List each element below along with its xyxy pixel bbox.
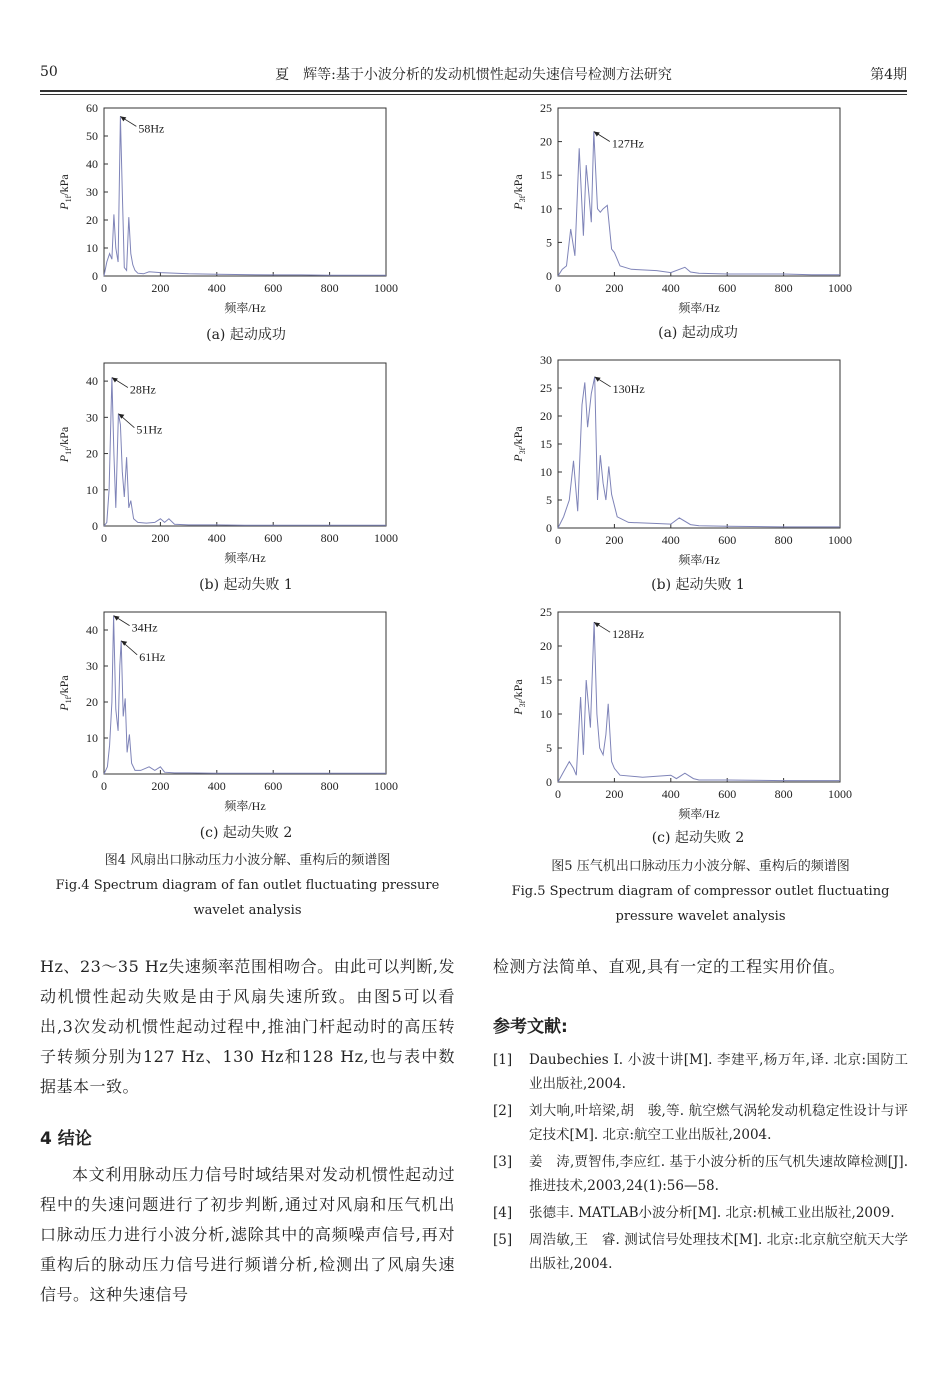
y-label-unit: /kPa	[57, 174, 71, 196]
x-tick-label: 0	[101, 281, 107, 295]
spectrum-svg	[500, 352, 870, 572]
running-title: 夏 辉等:基于小波分析的发动机惯性起动失速信号检测方法研究	[275, 67, 672, 83]
right-paragraph-1	[493, 952, 908, 982]
fig5-caption-en-2: pressure wavelet analysis	[615, 909, 786, 924]
y-tick-label: 10	[86, 482, 98, 497]
annotation-arrowhead	[594, 622, 600, 627]
y-label-subscript: 1f	[64, 448, 73, 455]
x-tick-label: 600	[264, 531, 283, 545]
fig4-caption-en-1: Fig.4 Spectrum diagram of fan outlet fluctuating pressure	[55, 878, 440, 893]
y-axis-label	[57, 675, 73, 712]
reference-number: [3]	[493, 1154, 513, 1170]
y-label-subscript: 1f	[64, 195, 73, 203]
paragraph: Hz、23～35 Hz失速频率范围相吻合。由此可以判断,发动机惯性起动失败是由于风扇失速所致。由图5可以看出,3次发动机惯性起动过程中,推油门杆起动时的高压转子转频分别为127 Hz、130 Hz和128 Hz,也与表中数据基本一致。	[40, 957, 455, 1096]
reference-item	[493, 1228, 908, 1276]
y-label-symbol: P	[511, 707, 525, 715]
x-tick-label: 200	[605, 281, 624, 295]
spectrum-line	[104, 378, 386, 527]
peak-annotation: 130Hz	[612, 381, 645, 396]
spectrum-line	[558, 377, 840, 528]
fig5-caption-cn: 图5 压气机出口脉动压力小波分解、重构后的频谱图	[551, 859, 850, 874]
x-axis-label: 频率/Hz	[678, 301, 720, 315]
y-label-symbol: P	[511, 202, 525, 210]
chart-axes	[511, 605, 852, 821]
fig4a-subcaption: (a) 起动成功	[206, 327, 286, 343]
y-tick-label: 20	[540, 639, 552, 653]
annotation-arrowhead	[114, 616, 120, 621]
x-tick-label: 200	[605, 533, 624, 547]
x-tick-label: 0	[555, 787, 561, 801]
x-tick-label: 600	[264, 779, 283, 793]
x-axis-label: 频率/Hz	[678, 553, 720, 567]
x-tick-label: 600	[718, 787, 737, 801]
y-label-symbol: P	[57, 202, 71, 210]
y-tick-label: 0	[546, 269, 552, 283]
y-tick-label: 25	[540, 381, 552, 395]
reference-text: 张德丰. MATLAB小波分析[M]. 北京:机械工业出版社,2009.	[529, 1205, 895, 1221]
reference-number: [2]	[493, 1103, 513, 1119]
y-tick-label: 30	[86, 410, 98, 425]
plot-frame	[558, 612, 840, 782]
annotation-arrowhead	[112, 377, 118, 382]
reference-text: Daubechies I. 小波十讲[M]. 李建平,杨万年,译. 北京:国防工业出版社,2004.	[529, 1052, 908, 1092]
reference-text: 刘大响,叶培梁,胡 骏,等. 航空燃气涡轮发动机稳定性设计与评定技术[M]. 北京:航空工业出版社,2004.	[529, 1103, 908, 1143]
left-paragraph-1	[40, 952, 455, 1102]
reference-number: [1]	[493, 1052, 513, 1068]
y-tick-label: 30	[540, 353, 552, 367]
y-tick-label: 5	[546, 235, 552, 250]
y-tick-label: 20	[86, 446, 98, 461]
y-tick-label: 15	[540, 437, 552, 451]
x-tick-label: 1000	[828, 281, 852, 295]
x-tick-label: 200	[151, 531, 170, 545]
x-tick-label: 0	[555, 281, 561, 295]
x-tick-label: 400	[207, 531, 226, 545]
paragraph: 检测方法简单、直观,具有一定的工程实用价值。	[493, 957, 846, 976]
y-axis-label	[511, 174, 527, 211]
y-tick-label: 40	[86, 623, 98, 637]
spectrum-svg	[46, 604, 416, 818]
fig5b-chart	[500, 352, 870, 572]
x-tick-label: 200	[151, 281, 170, 295]
reference-item	[493, 1150, 908, 1198]
x-tick-label: 600	[718, 533, 737, 547]
y-tick-label: 0	[92, 767, 98, 781]
y-tick-label: 25	[540, 605, 552, 619]
references-heading: 参考文献:	[493, 1017, 568, 1037]
y-tick-label: 40	[86, 374, 98, 389]
plot-frame	[104, 612, 386, 774]
chart-axes	[511, 101, 852, 315]
reference-list	[493, 1048, 908, 1279]
x-tick-label: 400	[207, 779, 226, 793]
plot-frame	[558, 360, 840, 528]
y-tick-label: 10	[86, 731, 98, 745]
issue-number: 第4期	[870, 67, 907, 83]
reference-item	[493, 1201, 908, 1225]
x-tick-label: 800	[774, 281, 793, 295]
y-tick-label: 5	[546, 493, 552, 507]
y-tick-label: 40	[86, 157, 98, 171]
peak-annotation: 34Hz	[131, 620, 158, 635]
x-tick-label: 1000	[374, 779, 398, 793]
x-tick-label: 400	[207, 281, 226, 295]
reference-item	[493, 1048, 908, 1096]
fig4-caption-cn: 图4 风扇出口脉动压力小波分解、重构后的频谱图	[104, 853, 391, 868]
y-label-symbol: P	[57, 454, 71, 463]
x-tick-label: 800	[320, 281, 339, 295]
y-tick-label: 20	[540, 134, 552, 149]
y-tick-label: 15	[540, 673, 552, 687]
x-tick-label: 1000	[374, 531, 398, 545]
y-axis-label	[57, 426, 73, 463]
x-tick-label: 0	[101, 779, 107, 793]
peak-annotation: 61Hz	[139, 649, 166, 664]
reference-number: [5]	[493, 1232, 513, 1248]
fig4b-chart	[46, 355, 416, 570]
y-tick-label: 20	[86, 213, 98, 227]
peak-annotation: 51Hz	[136, 422, 163, 437]
fig4-caption-en-2: wavelet analysis	[193, 903, 302, 918]
y-label-unit: /kPa	[57, 675, 71, 697]
fig5-caption	[493, 854, 908, 929]
page-number: 50	[40, 64, 58, 80]
y-tick-label: 0	[546, 521, 552, 535]
fig4b-subcaption: (b) 起动失败 1	[199, 577, 293, 593]
y-tick-label: 30	[86, 659, 98, 673]
y-label-subscript: 3f	[518, 195, 527, 203]
plot-frame	[558, 108, 840, 276]
reference-text: 姜 涛,贾智伟,李应红. 基于小波分析的压气机失速故障检测[J]. 推进技术,2003,24(1):56—58.	[529, 1154, 908, 1194]
peak-annotation: 58Hz	[138, 121, 165, 136]
left-paragraph-2	[40, 1160, 455, 1310]
x-tick-label: 1000	[374, 281, 398, 295]
chart-axes	[57, 612, 398, 813]
chart-axes	[57, 363, 398, 565]
y-tick-label: 0	[92, 519, 98, 533]
y-label-unit: /kPa	[57, 426, 71, 449]
spectrum-svg	[500, 604, 870, 826]
y-tick-label: 10	[540, 201, 552, 216]
y-tick-label: 10	[86, 241, 98, 255]
x-tick-label: 400	[661, 533, 680, 547]
y-axis-label	[511, 426, 527, 463]
x-tick-label: 800	[774, 787, 793, 801]
annotation-arrowhead	[595, 377, 601, 382]
fig4-caption	[40, 848, 455, 923]
x-axis-label: 频率/Hz	[224, 551, 266, 565]
y-tick-label: 25	[540, 101, 552, 115]
y-tick-label: 60	[86, 101, 98, 115]
y-tick-label: 20	[86, 695, 98, 709]
x-tick-label: 0	[101, 531, 107, 545]
y-label-subscript: 3f	[518, 700, 527, 708]
x-axis-label: 频率/Hz	[678, 807, 720, 821]
x-tick-label: 400	[661, 787, 680, 801]
header-rule	[40, 90, 907, 92]
y-tick-label: 0	[92, 269, 98, 283]
y-tick-label: 0	[546, 775, 552, 789]
spectrum-svg	[46, 355, 416, 570]
y-tick-label: 30	[86, 185, 98, 199]
fig5-caption-en-1: Fig.5 Spectrum diagram of compressor outlet fluctuating	[511, 884, 890, 899]
y-axis-label	[57, 174, 73, 211]
y-label-unit: /kPa	[511, 174, 525, 196]
header-rule-thin	[40, 94, 907, 95]
chart-axes	[511, 353, 852, 567]
spectrum-svg	[46, 100, 416, 320]
spectrum-svg	[500, 100, 870, 320]
fig5c-chart	[500, 604, 870, 826]
x-tick-label: 600	[264, 281, 283, 295]
peak-annotation: 28Hz	[129, 382, 156, 397]
y-label-unit: /kPa	[511, 679, 525, 701]
fig4a-chart	[46, 100, 416, 320]
y-tick-label: 15	[540, 168, 552, 183]
x-tick-label: 200	[151, 779, 170, 793]
y-label-subscript: 1f	[64, 696, 73, 704]
x-axis-label: 频率/Hz	[224, 301, 266, 315]
fig5a-chart	[500, 100, 870, 320]
x-tick-label: 1000	[828, 787, 852, 801]
spectrum-line	[104, 116, 386, 276]
x-tick-label: 800	[774, 533, 793, 547]
fig5a-subcaption: (a) 起动成功	[658, 325, 738, 341]
spectrum-line	[104, 616, 386, 774]
x-tick-label: 600	[718, 281, 737, 295]
paragraph: 本文利用脉动压力信号时域结果对发动机惯性起动过程中的失速问题进行了初步判断,通过对风扇和压气机出口脉动压力进行小波分析,滤除其中的高频噪声信号,再对重构后的脉动压力信号进行频谱分析,检测出了风扇失速信号。这种失速信号	[40, 1165, 455, 1304]
fig4c-chart	[46, 604, 416, 818]
y-tick-label: 20	[540, 409, 552, 423]
x-tick-label: 400	[661, 281, 680, 295]
y-label-subscript: 3f	[518, 447, 527, 455]
spectrum-line	[558, 622, 840, 782]
peak-annotation: 128Hz	[612, 627, 645, 642]
y-tick-label: 10	[540, 465, 552, 479]
y-label-unit: /kPa	[511, 426, 525, 448]
x-tick-label: 0	[555, 533, 561, 547]
fig5b-subcaption: (b) 起动失败 1	[651, 577, 745, 593]
fig4c-subcaption: (c) 起动失败 2	[199, 825, 293, 841]
running-header	[40, 62, 907, 88]
chart-axes	[57, 101, 398, 315]
section-heading-conclusion: 4 结论	[40, 1129, 92, 1149]
fig5c-subcaption: (c) 起动失败 2	[651, 830, 745, 846]
y-tick-label: 5	[546, 741, 552, 755]
y-tick-label: 10	[540, 707, 552, 721]
peak-annotation: 127Hz	[611, 136, 644, 151]
y-label-symbol: P	[57, 703, 71, 711]
reference-text: 周浩敏,王 睿. 测试信号处理技术[M]. 北京:北京航空航天大学出版社,2004.	[529, 1232, 908, 1272]
reference-number: [4]	[493, 1205, 513, 1221]
x-tick-label: 1000	[828, 533, 852, 547]
y-label-symbol: P	[511, 454, 525, 462]
reference-item	[493, 1099, 908, 1147]
annotation-arrowhead	[594, 132, 600, 137]
x-tick-label: 800	[320, 531, 339, 545]
x-tick-label: 800	[320, 779, 339, 793]
x-axis-label: 频率/Hz	[224, 799, 266, 813]
y-tick-label: 50	[86, 129, 98, 143]
x-tick-label: 200	[605, 787, 624, 801]
spectrum-line	[558, 132, 840, 277]
y-axis-label	[511, 679, 527, 716]
annotation-arrowhead	[120, 116, 126, 121]
